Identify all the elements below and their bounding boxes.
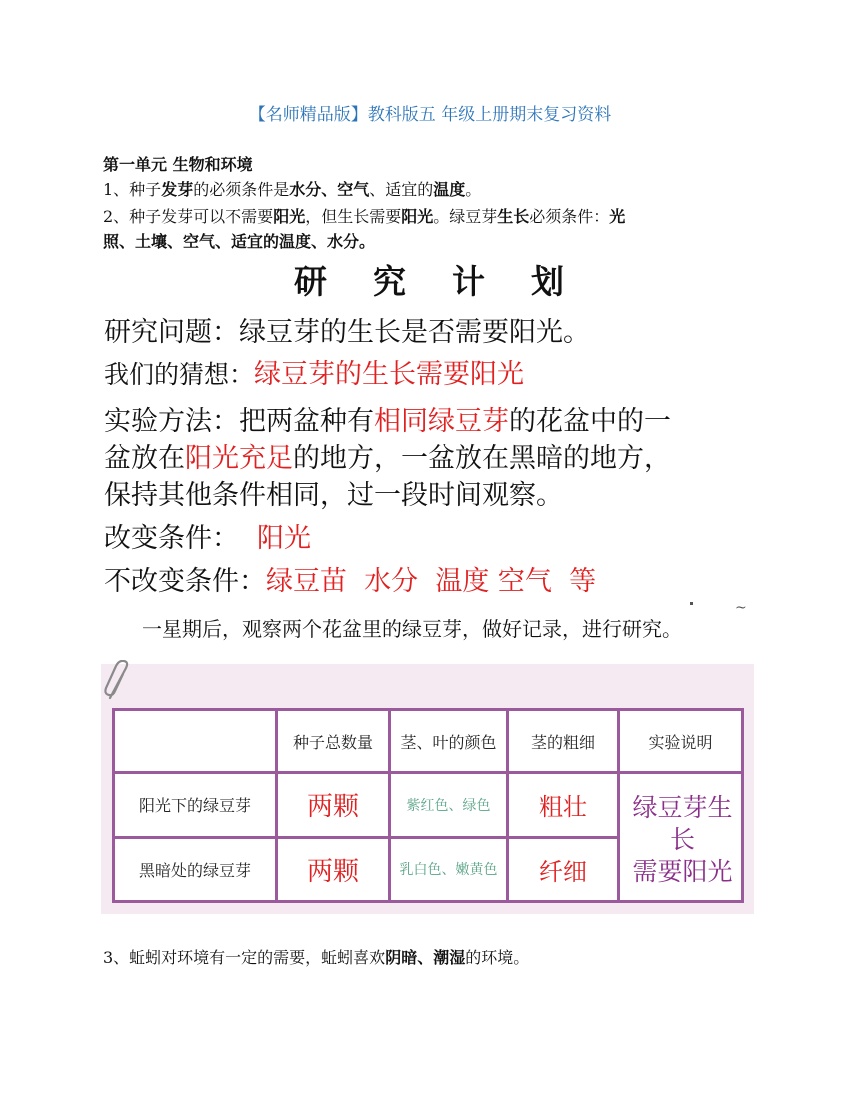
method-text: 的地方，一盆放在黑暗的地方， — [293, 443, 671, 474]
item-2-continued: 照、土壤、空气、适宜的温度、水分。 — [103, 232, 376, 251]
unit-heading: 第一单元 生物和环境 — [103, 155, 253, 174]
method-highlight: 阳光充足 — [185, 443, 293, 474]
method-highlight: 相同绿豆芽 — [374, 406, 509, 437]
experiment-conclusion — [619, 773, 743, 902]
table-row — [114, 773, 743, 838]
hypothesis-text: 绿豆芽的生长需要阳光 — [254, 359, 525, 390]
changed-variable-value: 阳光 — [257, 523, 311, 554]
item-1-bold: 水分、空气 — [289, 180, 370, 199]
item-1-bold: 发芽 — [161, 180, 194, 199]
plan-title-char: 究 — [373, 262, 408, 301]
stem-thickness: 纤细 — [508, 837, 619, 902]
row-label: 阳光下的绿豆芽 — [114, 773, 277, 838]
seed-count: 两颗 — [277, 837, 390, 902]
changed-variable-label: 改变条件： — [104, 523, 239, 554]
item-1-text: 的必须条件是 — [193, 180, 290, 199]
conclusion-line: 需要阳光 — [632, 857, 733, 886]
item-3-text: 3、蚯蚓对环境有一定的需要，蚯蚓喜欢 — [103, 948, 386, 967]
table-header-cell: 茎的粗细 — [508, 710, 619, 773]
item-2-text: 必须条件： — [529, 207, 610, 226]
item-2-text: 2、种子发芽可以不需要 — [103, 207, 274, 226]
scribble-mark: ~ — [735, 600, 747, 616]
plan-title-char: 研 — [294, 262, 329, 301]
method-text: 盆放在 — [104, 443, 185, 474]
controlled-variables — [104, 559, 596, 598]
item-3-bold: 阴暗、潮湿 — [385, 948, 466, 967]
stem-leaf-color: 乳白色、嫩黄色 — [390, 837, 508, 902]
plan-title-char: 计 — [452, 262, 487, 301]
item-2-bold: 阳光 — [401, 207, 434, 226]
item-2-text: ，但生长需要 — [305, 207, 402, 226]
table-header-cell: 实验说明 — [619, 710, 743, 773]
table-header-cell: 茎、叶的颜色 — [390, 710, 508, 773]
table-header-cell — [114, 710, 277, 773]
stem-leaf-color: 紫红色、绿色 — [390, 773, 508, 838]
paperclip-icon — [104, 660, 134, 702]
research-question-text: 绿豆芽的生长是否需要阳光。 — [239, 317, 590, 348]
item-2-bold: 阳光 — [273, 207, 306, 226]
method-text: 的花盆中的一 — [509, 406, 671, 437]
seed-count: 两颗 — [277, 773, 390, 838]
item-1 — [103, 179, 481, 201]
item-3 — [103, 947, 529, 969]
item-1-text: 1、种子 — [103, 180, 162, 199]
plan-title-char: 划 — [531, 262, 566, 301]
hypothesis — [104, 352, 524, 391]
method-text: 实验方法：把两盆种有 — [104, 406, 374, 437]
item-3-text: 的环境。 — [465, 948, 530, 967]
speck — [690, 602, 693, 605]
row-label: 黑暗处的绿豆芽 — [114, 837, 277, 902]
stem-thickness: 粗壮 — [508, 773, 619, 838]
research-question-label: 研究问题： — [104, 317, 239, 348]
item-1-text: 、适宜的 — [369, 180, 434, 199]
item-2-bold: 光 — [609, 207, 626, 226]
changed-variable — [104, 516, 311, 555]
item-1-text: 。 — [465, 180, 482, 199]
item-2-bold: 生长 — [497, 207, 530, 226]
controlled-variables-value: 绿豆苗 水分 温度 空气 等 — [266, 566, 597, 597]
observation-text: 一星期后，观察两个花盆里的绿豆芽，做好记录，进行研究。 — [142, 617, 682, 641]
method-line-3: 保持其他条件相同，过一段时间观察。 — [104, 480, 563, 511]
hypothesis-label: 我们的猜想： — [104, 360, 255, 389]
controlled-variables-label: 不改变条件： — [104, 566, 266, 597]
research-question — [104, 310, 590, 349]
method-line-1 — [104, 399, 671, 438]
method-line-2 — [104, 436, 671, 475]
item-2-text: 。绿豆芽 — [433, 207, 498, 226]
observation-table — [112, 708, 744, 903]
conclusion-line: 绿豆芽生长 — [632, 793, 733, 854]
table-header-row — [114, 710, 743, 773]
item-1-bold: 温度 — [433, 180, 466, 199]
item-2 — [103, 206, 625, 228]
page-title: 【名师精品版】教科版五 年级上册期末复习资料 — [248, 105, 612, 125]
table-header-cell: 种子总数量 — [277, 710, 390, 773]
plan-title — [0, 256, 860, 303]
